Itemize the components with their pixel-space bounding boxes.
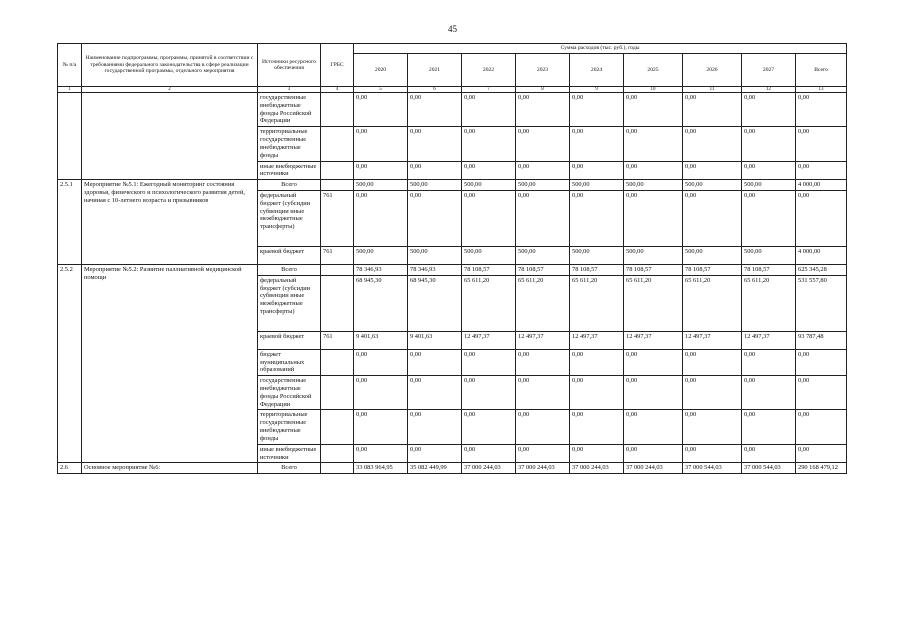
source-label: бюджет муниципальных образований — [258, 349, 321, 375]
value-cell: 0,00 — [624, 444, 683, 463]
value-cell: 12 497,37 — [516, 331, 570, 349]
column-number: 11 — [683, 87, 742, 93]
value-cell: 78 346,93 — [408, 264, 462, 275]
column-number: 10 — [624, 87, 683, 93]
value-cell: 78 108,57 — [516, 264, 570, 275]
column-number: 5 — [354, 87, 408, 93]
column-number: 9 — [570, 87, 624, 93]
value-cell: 78 108,57 — [624, 264, 683, 275]
row-num: 2.5.1 — [58, 180, 82, 265]
value-cell: 65 611,20 — [683, 275, 742, 331]
value-cell: 37 000 544,03 — [683, 463, 742, 474]
value-cell: 0,00 — [516, 349, 570, 375]
value-cell: 0,00 — [742, 190, 796, 246]
value-cell: 500,00 — [624, 246, 683, 264]
column-number: 7 — [462, 87, 516, 93]
value-cell: 0,00 — [408, 93, 462, 127]
grbs-cell — [321, 376, 354, 410]
budget-table — [57, 43, 847, 474]
grbs-cell — [321, 180, 354, 191]
value-cell: 0,00 — [683, 161, 742, 180]
value-cell: 0,00 — [570, 161, 624, 180]
value-cell: 12 497,37 — [570, 331, 624, 349]
header-year: 2020 — [354, 54, 408, 87]
row-num: 2.6 — [58, 463, 82, 474]
table-row — [58, 463, 847, 474]
value-cell: 0,00 — [796, 127, 847, 161]
value-cell: 0,00 — [354, 127, 408, 161]
value-cell: 9 401,63 — [408, 331, 462, 349]
header-source: Источники ресурсного обеспечения — [258, 44, 321, 87]
value-cell: 0,00 — [570, 410, 624, 444]
value-cell: 0,00 — [742, 410, 796, 444]
value-cell: 0,00 — [742, 376, 796, 410]
value-cell: 500,00 — [570, 180, 624, 191]
value-cell: 37 000 244,03 — [624, 463, 683, 474]
value-cell: 37 000 244,03 — [516, 463, 570, 474]
grbs-cell — [321, 349, 354, 375]
value-cell: 0,00 — [624, 410, 683, 444]
value-cell: 0,00 — [796, 161, 847, 180]
value-cell: 12 497,37 — [742, 331, 796, 349]
value-cell: 0,00 — [516, 376, 570, 410]
value-cell: 0,00 — [683, 444, 742, 463]
value-cell: 0,00 — [462, 161, 516, 180]
value-cell: 500,00 — [408, 246, 462, 264]
value-cell: 37 000 244,03 — [570, 463, 624, 474]
value-cell: 78 108,57 — [683, 264, 742, 275]
value-cell: 0,00 — [624, 127, 683, 161]
value-cell: 0,00 — [408, 349, 462, 375]
grbs-cell — [321, 463, 354, 474]
value-cell: 500,00 — [354, 246, 408, 264]
value-cell: 0,00 — [408, 127, 462, 161]
header-name: Наименование подпрограммы, программы, принятой в соответствии с требованиями федерального законодательства в сфере реализации государственной программы, отдельного мероприятия — [82, 44, 258, 87]
value-cell: 65 611,20 — [516, 275, 570, 331]
column-number: 2 — [82, 87, 258, 93]
value-cell: 37 000 244,03 — [462, 463, 516, 474]
value-cell: 78 346,93 — [354, 264, 408, 275]
value-cell: 625 345,28 — [796, 264, 847, 275]
value-cell: 0,00 — [408, 161, 462, 180]
total-label: Всего — [258, 180, 321, 191]
value-cell: 500,00 — [742, 246, 796, 264]
value-cell: 0,00 — [516, 161, 570, 180]
value-cell: 93 787,48 — [796, 331, 847, 349]
value-cell: 0,00 — [742, 161, 796, 180]
value-cell: 68 945,30 — [408, 275, 462, 331]
value-cell: 500,00 — [683, 180, 742, 191]
value-cell: 78 108,57 — [742, 264, 796, 275]
source-label: государственные внебюджетные фонды Российской Федерации — [258, 93, 321, 127]
value-cell: 65 611,20 — [624, 275, 683, 331]
value-cell: 0,00 — [516, 190, 570, 246]
value-cell: 0,00 — [683, 349, 742, 375]
value-cell: 500,00 — [462, 246, 516, 264]
value-cell: 0,00 — [742, 127, 796, 161]
grbs-cell: 761 — [321, 246, 354, 264]
column-number: 4 — [321, 87, 354, 93]
value-cell: 4 000,00 — [796, 180, 847, 191]
value-cell: 0,00 — [570, 127, 624, 161]
value-cell: 0,00 — [683, 93, 742, 127]
value-cell: 0,00 — [742, 93, 796, 127]
value-cell: 0,00 — [516, 444, 570, 463]
header-year: 2022 — [462, 54, 516, 87]
value-cell: 0,00 — [683, 376, 742, 410]
grbs-cell: 761 — [321, 190, 354, 246]
value-cell: 0,00 — [796, 190, 847, 246]
value-cell: 35 082 449,99 — [408, 463, 462, 474]
value-cell: 12 497,37 — [624, 331, 683, 349]
value-cell: 0,00 — [683, 127, 742, 161]
value-cell: 0,00 — [683, 190, 742, 246]
source-label: федеральный бюджет (субсидии субвенции иные межбюджетные трансферты) — [258, 190, 321, 246]
value-cell: 500,00 — [516, 180, 570, 191]
header-total: Всего — [796, 54, 847, 87]
value-cell: 0,00 — [354, 93, 408, 127]
value-cell: 0,00 — [570, 376, 624, 410]
value-cell: 500,00 — [683, 246, 742, 264]
value-cell: 0,00 — [796, 349, 847, 375]
value-cell: 0,00 — [796, 376, 847, 410]
value-cell: 0,00 — [462, 127, 516, 161]
value-cell: 500,00 — [516, 246, 570, 264]
value-cell: 0,00 — [408, 444, 462, 463]
value-cell: 65 611,20 — [742, 275, 796, 331]
table-row — [58, 180, 847, 191]
grbs-cell — [321, 410, 354, 444]
grbs-cell: 761 — [321, 331, 354, 349]
value-cell: 500,00 — [624, 180, 683, 191]
value-cell: 0,00 — [796, 93, 847, 127]
value-cell: 0,00 — [624, 190, 683, 246]
value-cell: 500,00 — [354, 180, 408, 191]
row-name: Мероприятие №5.1: Ежегодный мониторинг состояния здоровья, физического и психологического развития детей, начиная с 10-летнего возраста и призывников — [82, 180, 258, 265]
grbs-cell — [321, 93, 354, 127]
value-cell: 0,00 — [354, 349, 408, 375]
value-cell: 0,00 — [624, 161, 683, 180]
value-cell: 0,00 — [796, 444, 847, 463]
value-cell: 37 000 544,03 — [742, 463, 796, 474]
value-cell: 500,00 — [742, 180, 796, 191]
value-cell: 0,00 — [462, 444, 516, 463]
value-cell: 12 497,37 — [683, 331, 742, 349]
value-cell: 500,00 — [462, 180, 516, 191]
value-cell: 0,00 — [354, 190, 408, 246]
value-cell: 4 000,00 — [796, 246, 847, 264]
grbs-cell — [321, 161, 354, 180]
value-cell: 500,00 — [570, 246, 624, 264]
value-cell: 0,00 — [683, 410, 742, 444]
value-cell: 0,00 — [624, 93, 683, 127]
column-number: 6 — [408, 87, 462, 93]
row-name: Основное мероприятие №6: — [82, 463, 258, 474]
value-cell: 33 083 964,95 — [354, 463, 408, 474]
value-cell: 500,00 — [408, 180, 462, 191]
source-label: федеральный бюджет (субсидии субвенции иные межбюджетные трансферты) — [258, 275, 321, 331]
grbs-cell — [321, 275, 354, 331]
source-label: территориальные государственные внебюджетные фонды — [258, 410, 321, 444]
value-cell: 0,00 — [570, 444, 624, 463]
value-cell: 0,00 — [408, 376, 462, 410]
value-cell: 0,00 — [516, 127, 570, 161]
source-label: иные внебюджетные источники — [258, 161, 321, 180]
value-cell: 65 611,20 — [462, 275, 516, 331]
value-cell: 0,00 — [624, 376, 683, 410]
value-cell: 0,00 — [570, 190, 624, 246]
table-row — [58, 93, 847, 127]
source-label: иные внебюджетные источники — [258, 444, 321, 463]
value-cell: 0,00 — [624, 349, 683, 375]
header-grbs: ГРБС — [321, 44, 354, 87]
value-cell: 65 611,20 — [570, 275, 624, 331]
value-cell: 0,00 — [462, 190, 516, 246]
header-amounts: Сумма расходов (тыс. руб.), годы — [354, 44, 847, 54]
table-row — [58, 264, 847, 275]
header-year: 2027 — [742, 54, 796, 87]
value-cell: 68 945,30 — [354, 275, 408, 331]
row-name: Мероприятие №5.2: Развитие паллиативной медицинской помощи — [82, 264, 258, 462]
header-year: 2021 — [408, 54, 462, 87]
value-cell: 290 168 479,12 — [796, 463, 847, 474]
value-cell: 0,00 — [516, 410, 570, 444]
column-number: 12 — [742, 87, 796, 93]
value-cell: 78 108,57 — [462, 264, 516, 275]
value-cell: 0,00 — [570, 349, 624, 375]
column-number: 13 — [796, 87, 847, 93]
source-label: территориальные государственные внебюджетные фонды — [258, 127, 321, 161]
value-cell: 0,00 — [570, 93, 624, 127]
value-cell: 0,00 — [462, 410, 516, 444]
value-cell: 0,00 — [462, 93, 516, 127]
value-cell: 0,00 — [462, 376, 516, 410]
column-number: 3 — [258, 87, 321, 93]
header-year: 2024 — [570, 54, 624, 87]
row-num-empty — [58, 93, 82, 180]
value-cell: 0,00 — [354, 410, 408, 444]
column-number: 8 — [516, 87, 570, 93]
total-label: Всего — [258, 463, 321, 474]
column-number: 1 — [58, 87, 82, 93]
value-cell: 0,00 — [796, 410, 847, 444]
row-name-empty — [82, 93, 258, 180]
value-cell: 0,00 — [742, 349, 796, 375]
row-num: 2.5.2 — [58, 264, 82, 462]
value-cell: 12 497,37 — [462, 331, 516, 349]
source-label: государственные внебюджетные фонды Российской Федерации — [258, 376, 321, 410]
source-label: краевой бюджет — [258, 246, 321, 264]
header-num: № п/а — [58, 44, 82, 87]
value-cell: 0,00 — [408, 190, 462, 246]
total-label: Всего — [258, 264, 321, 275]
value-cell: 0,00 — [354, 161, 408, 180]
value-cell: 0,00 — [742, 444, 796, 463]
value-cell: 0,00 — [408, 410, 462, 444]
page-number: 45 — [448, 24, 457, 34]
header-year: 2023 — [516, 54, 570, 87]
value-cell: 0,00 — [462, 349, 516, 375]
grbs-cell — [321, 264, 354, 275]
header-year: 2026 — [683, 54, 742, 87]
value-cell: 531 557,80 — [796, 275, 847, 331]
grbs-cell — [321, 127, 354, 161]
value-cell: 0,00 — [354, 444, 408, 463]
value-cell: 0,00 — [354, 376, 408, 410]
header-year: 2025 — [624, 54, 683, 87]
grbs-cell — [321, 444, 354, 463]
value-cell: 9 401,63 — [354, 331, 408, 349]
source-label: краевой бюджет — [258, 331, 321, 349]
value-cell: 0,00 — [516, 93, 570, 127]
value-cell: 78 108,57 — [570, 264, 624, 275]
